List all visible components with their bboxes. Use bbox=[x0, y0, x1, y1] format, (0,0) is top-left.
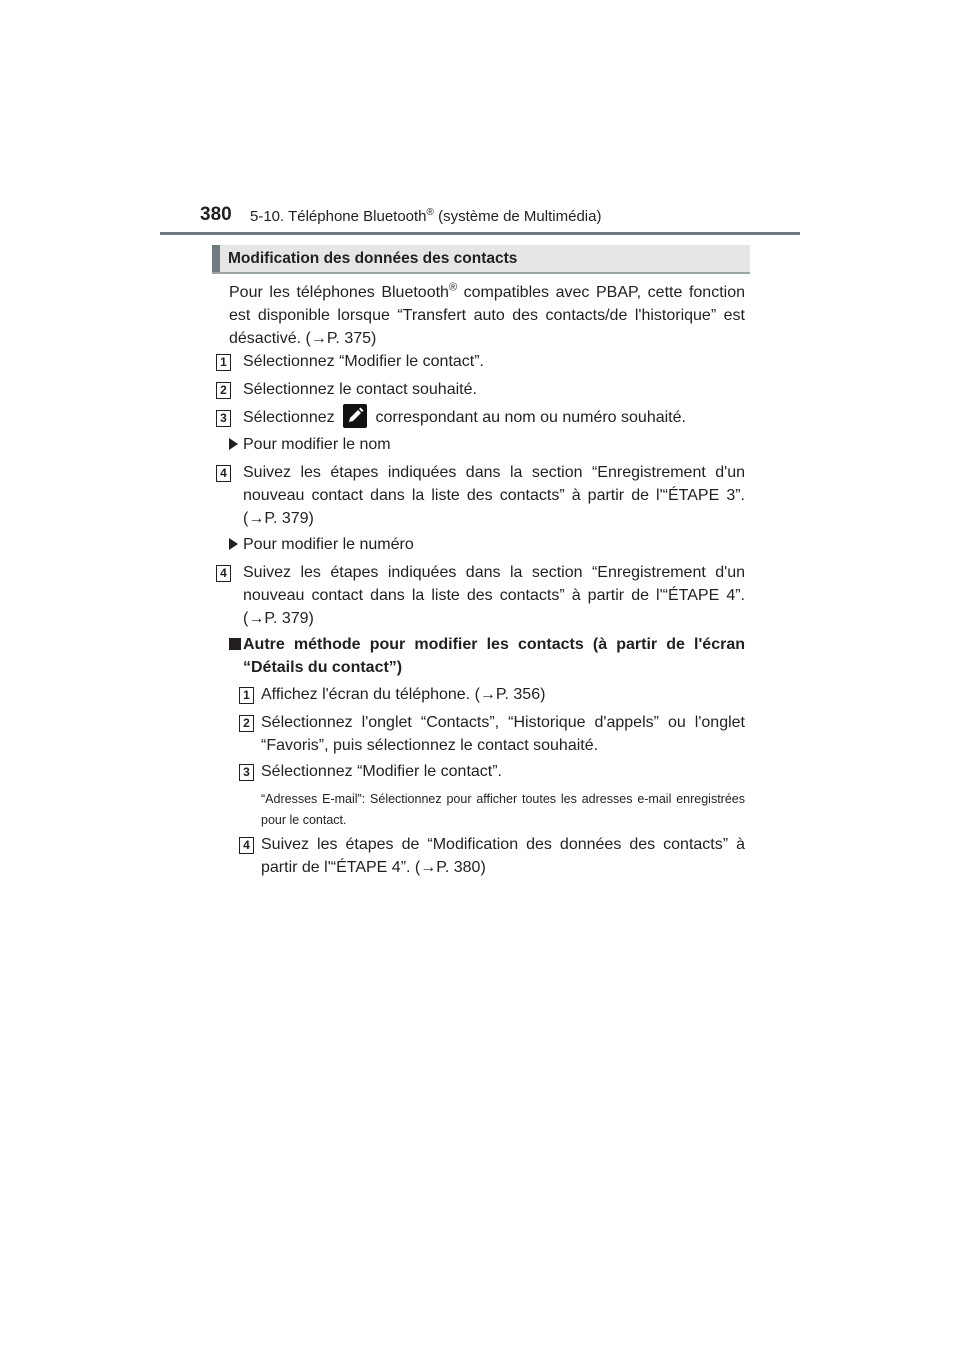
intro-paragraph: Pour les téléphones Bluetooth® compatibles avec PBAP, cette fonction est disponible lorsque “Transfert auto des contacts/de l'historique” est désactivé. (→P. 375) bbox=[229, 281, 745, 347]
step-text: Sélectionnez le contact souhaité. bbox=[243, 381, 477, 398]
step-text: Sélectionnez “Modifier le contact”. bbox=[261, 763, 502, 780]
triangle-bullet-icon bbox=[229, 438, 238, 450]
section-heading bbox=[212, 245, 750, 274]
step-badge: 4 bbox=[216, 565, 231, 582]
step-text: Sélectionnez “Modifier le contact”. bbox=[243, 353, 484, 370]
step-text: Sélectionnez correspondant au nom ou numéro souhaité. bbox=[243, 406, 686, 430]
chapter-title: 5-10. Téléphone Bluetooth® (système de Multimédia) bbox=[250, 207, 602, 225]
step-text: Suivez les étapes indiquées dans la section “Enregistrement d'un nouveau contact dans la liste des contacts” à partir de l'“ÉTAPE 4”. (→P. 379) bbox=[243, 564, 745, 627]
sub-heading-name: Pour modifier le nom bbox=[243, 436, 391, 453]
page-number: 380 bbox=[200, 204, 232, 225]
step-badge: 3 bbox=[239, 764, 254, 781]
sub-heading-number: Pour modifier le numéro bbox=[243, 536, 414, 553]
header-rule bbox=[160, 232, 800, 235]
step-text: Affichez l'écran du téléphone. (→P. 356) bbox=[261, 686, 546, 703]
step-badge: 4 bbox=[216, 465, 231, 482]
section-title: Modification des données des contacts bbox=[228, 250, 518, 267]
step-badge: 2 bbox=[216, 382, 231, 399]
step-badge: 3 bbox=[216, 410, 231, 427]
step-text: Sélectionnez l'onglet “Contacts”, “Historique d'appels” ou l'onglet “Favoris”, puis sélectionnez le contact souhaité. bbox=[261, 714, 745, 754]
step-text: Suivez les étapes de “Modification des données des contacts” à partir de l'“ÉTAPE 4”. (→P. 380) bbox=[261, 836, 745, 876]
note-text: “Adresses E-mail”: Sélectionnez pour afficher toutes les adresses e-mail enregistrées pour le contact. bbox=[261, 792, 745, 827]
step-text: Suivez les étapes indiquées dans la section “Enregistrement d'un nouveau contact dans la liste des contacts” à partir de l'“ÉTAPE 3”. (→P. 379) bbox=[243, 464, 745, 527]
step-badge: 1 bbox=[239, 687, 254, 704]
section-heading-bar bbox=[212, 245, 220, 272]
pencil-edit-icon bbox=[343, 404, 367, 428]
triangle-bullet-icon bbox=[229, 538, 238, 550]
subsection-heading: Autre méthode pour modifier les contacts (à partir de l'écran “Détails du contact”) bbox=[243, 636, 745, 676]
step-badge: 4 bbox=[239, 837, 254, 854]
step-badge: 1 bbox=[216, 354, 231, 371]
square-bullet-icon bbox=[229, 638, 241, 650]
step-badge: 2 bbox=[239, 715, 254, 732]
